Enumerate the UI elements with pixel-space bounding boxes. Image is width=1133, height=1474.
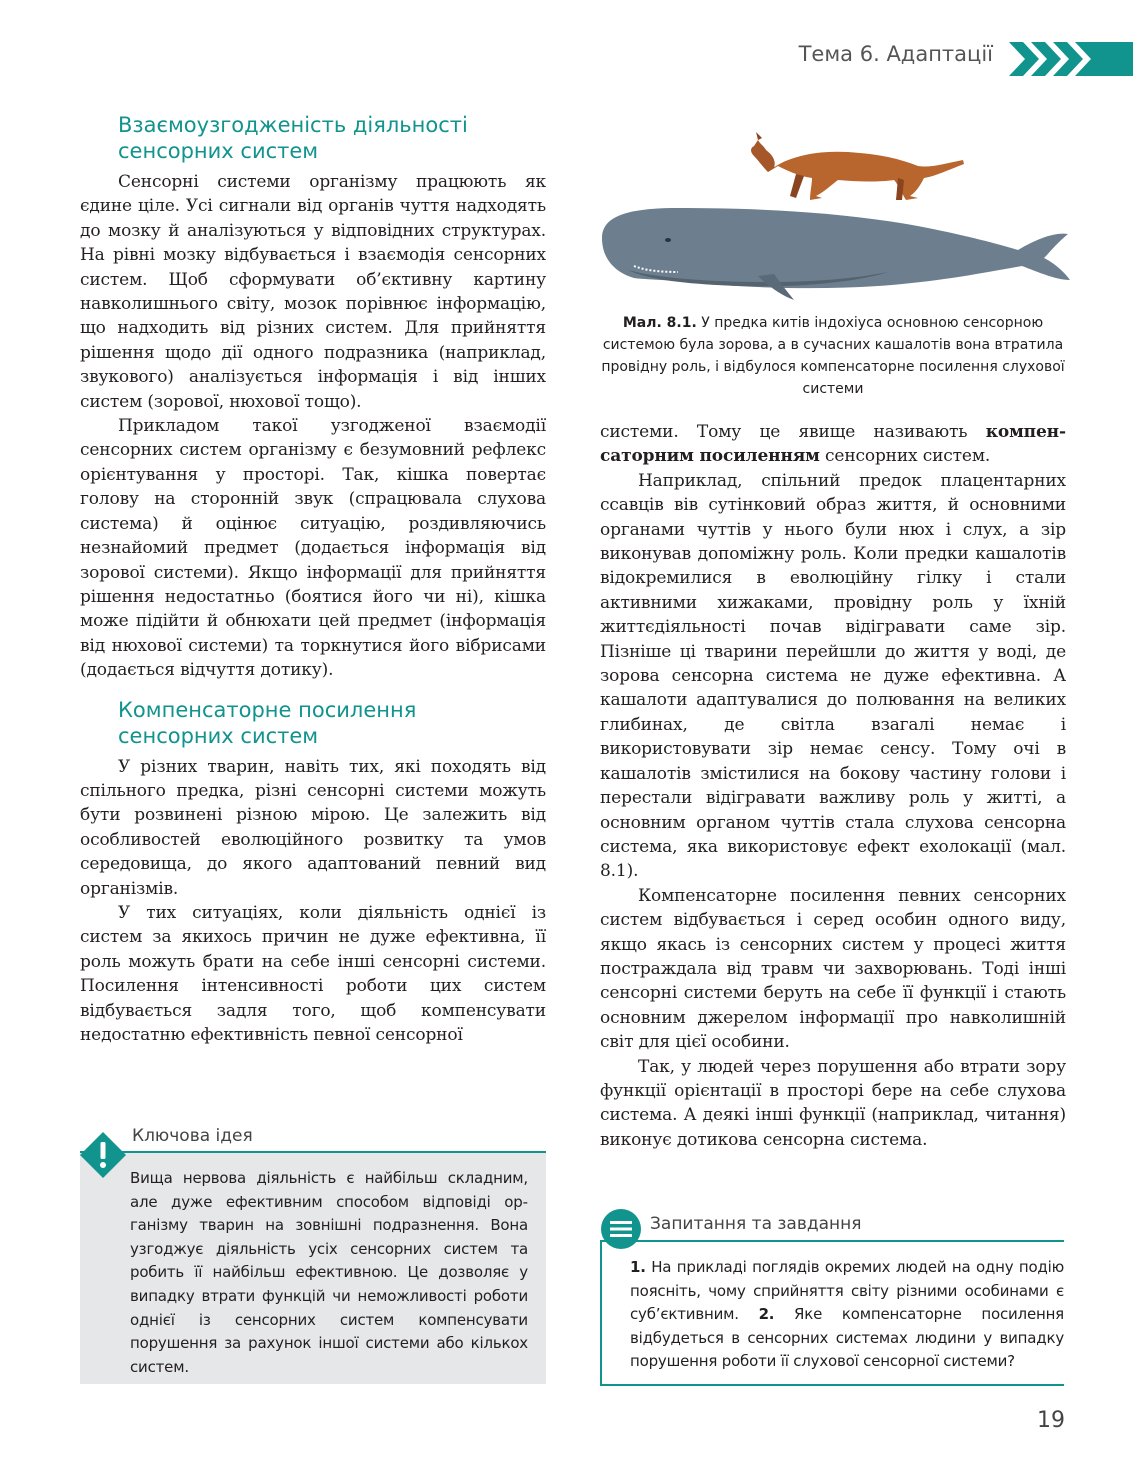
question-number: 1. <box>630 1258 646 1276</box>
exclamation-icon <box>80 1132 126 1178</box>
paragraph: У тих ситуаціях, коли діяльність однієї із систем за якихось причин не дуже ефективна, її роль можуть брати на себе інші сенсорні системи. Посилення інтенсивності роботи цих систем відбувається задля того, щоб компенсувати недостатню ефективність певної сенсорної <box>80 902 546 1045</box>
header-topic: Тема 6. Адаптації <box>798 42 993 66</box>
paragraph: Прикладом такої узгодженої взаємодії сенсорних систем організму є безумовний рефлекс орієнтування у просторі. Так, кішка повертає голову на сторонній звук (спрацювала слухова система) й оцінює ситуацію, роздивляючись незнайомий предмет (додається інформація від зорової системи). Якщо інформації для прийняття рішення недостатньо (боятися його чи ні), кішка може підійти й обнюхати цей предмет (інформація від нюхової системи) та торкнутися його вібрисами (додається відчуття дотику). <box>80 416 546 681</box>
caption-text: У предка китів індохіуса основною сенсорною системою була зорова, а в сучасних кашалотів вона втратила провідну роль, і відбулося компенсаторне посилення слухової системи <box>601 315 1065 397</box>
paragraph <box>600 420 1066 469</box>
questions-title: Запитання та завдання <box>650 1214 862 1234</box>
figure-indohyus-and-sperm-whale <box>598 120 1078 305</box>
text-run: системи. Тому це явище називають <box>600 422 986 442</box>
key-idea-body <box>80 1153 546 1384</box>
section-title-compensation <box>80 697 546 749</box>
key-idea-box <box>80 1126 546 1384</box>
caption-label: Мал. 8.1. <box>622 315 697 331</box>
paragraph: Наприклад, спільний предок плацентарних ссавців вів сутінковий образ життя, й основними органами чуттів у нього були нюх і слух, а зір виконував допоміжну роль. Коли предки кашалотів відокремилися в еволюційну гілку і стали активними хижаками, провідну роль у їхній життєдіяльності почав відігравати саме зір. Пізніше ці тварини перейшли до життя у воді, де зорова сенсорна система не дуже ефективна. А кашалоти адаптувалися до полювання на великих глибинах, де світла взагалі немає і використовувати зір немає сенсу. Тому очі в кашалотів змістилися на бокову частину голови і перестали відігравати важливу роль у житті, а основним органом чуттів стала слухова сенсорна система, яка використовує ефект ехолокації (мал. 8.1). <box>600 470 1066 882</box>
text-run: сенсорних систем. <box>819 446 991 467</box>
key-idea-text: Вища нервова діяльність є найбільш складним, але дуже ефективним способом відповіді організму тварин на зовнішні подразнення. Вона узгоджує діяльність усіх сенсорних систем та робить її найбільш ефективною. Це дозволяє у випадку втрати функцій чи неможливості роботи однієї із сенсорних систем компенсувати порушення за рахунок іншої системи або кількох систем. <box>130 1169 528 1376</box>
section-title-line: Взаємоузгодженість діяльності <box>118 113 468 137</box>
section-title-line: Компенсаторне посилення <box>118 697 417 722</box>
paragraph: Так, у людей через порушення або втрати зору функції орієнтації в просторі бере на себе слухова система. А деякі інші функції (наприклад, читання) виконує дотикова сенсорна система. <box>600 1056 1066 1150</box>
list-icon <box>600 1208 642 1250</box>
chevron-right-icon <box>1009 42 1133 76</box>
questions-box <box>600 1208 1066 1386</box>
paragraph: Компенсаторне посилення певних сенсорних систем відбувається і серед особин одного виду, якщо якась із сенсорних систем у процесі життя постраждала від травм чи захворювань. Тоді інші сенсорні системи беруть на себе її функції і стають основним джерелом інформації про навколишній світ для цієї особини. <box>600 885 1066 1053</box>
question-number: 2. <box>758 1305 775 1324</box>
right-column <box>600 420 1066 1152</box>
left-column <box>80 112 546 1047</box>
key-idea-title: Ключова ідея <box>132 1126 253 1146</box>
paragraph: У різних тварин, навіть тих, які походять від спільного предка, різні сенсорні системи можуть бути розвинені різною мірою. Це залежить від особливостей еволюційного розвитку та умов середовища, до якого адаптований певний вид організмів. <box>80 756 546 899</box>
questions-text <box>630 1256 1064 1374</box>
section-title-line: сенсорних систем <box>118 139 319 163</box>
term-bold: компенсаторним посиленням <box>600 422 1066 467</box>
figure-caption <box>600 312 1066 400</box>
page-number: 19 <box>1037 1408 1065 1433</box>
question-text: На прикладі поглядів окремих людей на одну подію поясніть, чому сприйняття світу різними особинами є суб’єктивним. <box>630 1258 1064 1324</box>
paragraph: Сенсорні системи організму працюють як єдине ціле. Усі сигнали від органів чуття надходять до мозку й аналізуються у відповідних структурах. На рівні мозку відбувається і взаємодія сенсорних систем. Щоб сформувати об’єктивну картину навколишнього світу, мозок порівнює інформацію, що надходить від різних систем. Для прийняття рішення щодо дії одного подразника (наприклад, звукового) аналізується інформація і від інших систем (зорової, нюхової тощо). <box>80 172 546 412</box>
question-text: Яке компенсаторне посилення відбудеться в сенсорних системах людини у випадку порушення роботи її слухової сенсорної системи? <box>630 1305 1065 1371</box>
indohyus-illustration <box>751 132 964 200</box>
section-title-line: сенсорних систем <box>118 723 319 748</box>
section-title-coordination <box>80 112 546 164</box>
sperm-whale-illustration <box>602 208 1070 300</box>
